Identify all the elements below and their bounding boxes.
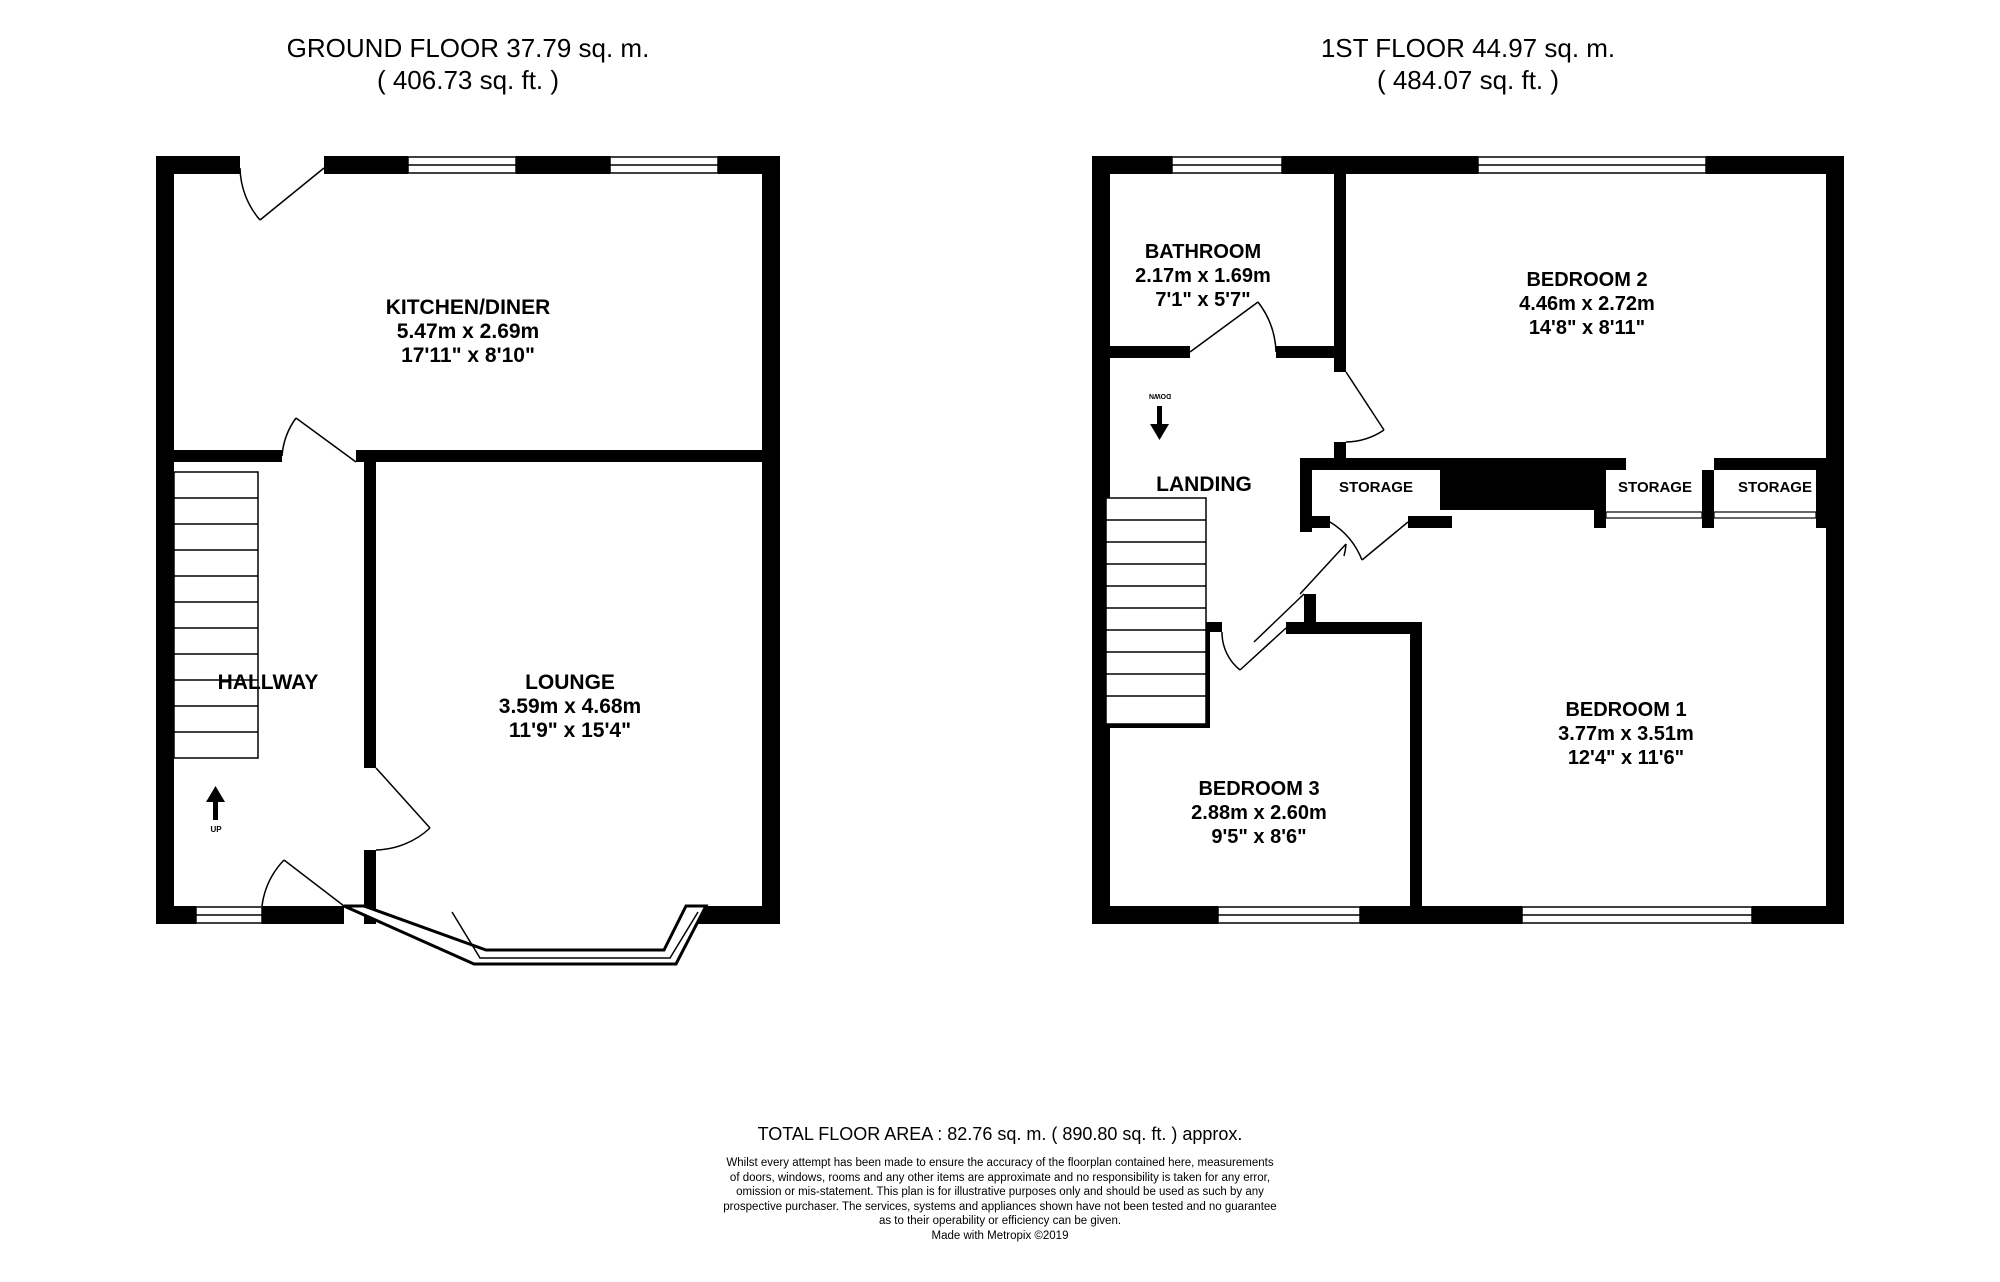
room-bedroom-2 (1519, 269, 1655, 339)
total-floor-area: TOTAL FLOOR AREA : 82.76 sq. m. ( 890.80 sq. ft. ) approx. (757, 1124, 1243, 1144)
room-dimensions-metric: 2.17m x 1.69m (1135, 265, 1271, 287)
room-dimensions-imperial: 11'9" x 15'4" (508, 719, 632, 742)
room-bedroom-1 (1558, 699, 1694, 769)
storage-label-2: STORAGE (1618, 479, 1692, 496)
room-dimensions-metric: 5.47m x 2.69m (396, 320, 540, 343)
first-floor-area-sqft: ( 484.07 sq. ft. ) (1376, 65, 1560, 95)
ground-floor-doors (240, 168, 430, 906)
storage-label-3: STORAGE (1738, 479, 1812, 496)
room-name: LOUNGE (525, 671, 615, 694)
room-dimensions-metric: 2.88m x 2.60m (1191, 802, 1327, 824)
stairs-down-label: DOWN (1148, 392, 1172, 399)
ground-floor-stairs (174, 472, 258, 758)
room-name: KITCHEN/DINER (385, 296, 551, 319)
room-lounge (499, 671, 641, 742)
first-floor-stairs (1106, 498, 1206, 724)
ground-floor-area-sqft: ( 406.73 sq. ft. ) (376, 65, 560, 95)
room-name: BEDROOM 2 (1526, 269, 1648, 291)
ground-floor-windows (196, 157, 718, 923)
room-dimensions-imperial: 17'11" x 8'10" (401, 344, 535, 367)
room-name: HALLWAY (217, 671, 319, 694)
room-dimensions-imperial: 12'4" x 11'6" (1567, 747, 1685, 769)
made-with-credit: Made with Metropix ©2019 (931, 1229, 1069, 1242)
disclaimer-line: omission or mis-statement. This plan is for illustrative purposes only and should be used as such by any (736, 1186, 1264, 1198)
ground-floor-area: GROUND FLOOR 37.79 sq. m. (286, 33, 650, 63)
stairs-up-label: UP (210, 825, 222, 834)
bay-window (344, 906, 706, 964)
first-floor-area: 1ST FLOOR 44.97 sq. m. (1320, 33, 1616, 63)
room-name: BEDROOM 1 (1565, 699, 1687, 721)
room-name: BEDROOM 3 (1198, 778, 1320, 800)
room-dimensions-metric: 3.59m x 4.68m (498, 695, 642, 718)
disclaimer (650, 1156, 1350, 1243)
room-dimensions-imperial: 14'8" x 8'11" (1528, 317, 1646, 339)
down-arrow-icon (1150, 406, 1169, 440)
room-hallway (218, 671, 319, 694)
room-bedroom-3 (1191, 778, 1327, 848)
room-dimensions-metric: 3.77m x 3.51m (1558, 723, 1694, 745)
disclaimer-line: Whilst every attempt has been made to ensure the accuracy of the floorplan contained here, measurements (726, 1157, 1274, 1169)
room-dimensions-imperial: 7'1" x 5'7" (1155, 289, 1251, 311)
up-arrow-icon (206, 786, 225, 820)
room-name: BATHROOM (1144, 241, 1262, 263)
room-landing (1156, 473, 1252, 496)
disclaimer-line: prospective purchaser. The services, systems and appliances shown have not been tested and no guarantee (723, 1200, 1277, 1213)
room-name: LANDING (1156, 473, 1252, 496)
room-dimensions-imperial: 9'5" x 8'6" (1211, 826, 1307, 848)
disclaimer-line: as to their operability or efficiency can be given. (878, 1215, 1122, 1227)
room-dimensions-metric: 4.46m x 2.72m (1519, 293, 1655, 315)
room-bathroom (1135, 241, 1271, 311)
room-kitchen-diner (386, 296, 551, 367)
storage-label-1: STORAGE (1339, 479, 1413, 496)
first-floor-plan (1092, 156, 1844, 924)
disclaimer-line: of doors, windows, rooms and any other items are approximate and no responsibility is taken for any error, (729, 1171, 1271, 1184)
ground-floor-plan (156, 156, 780, 964)
